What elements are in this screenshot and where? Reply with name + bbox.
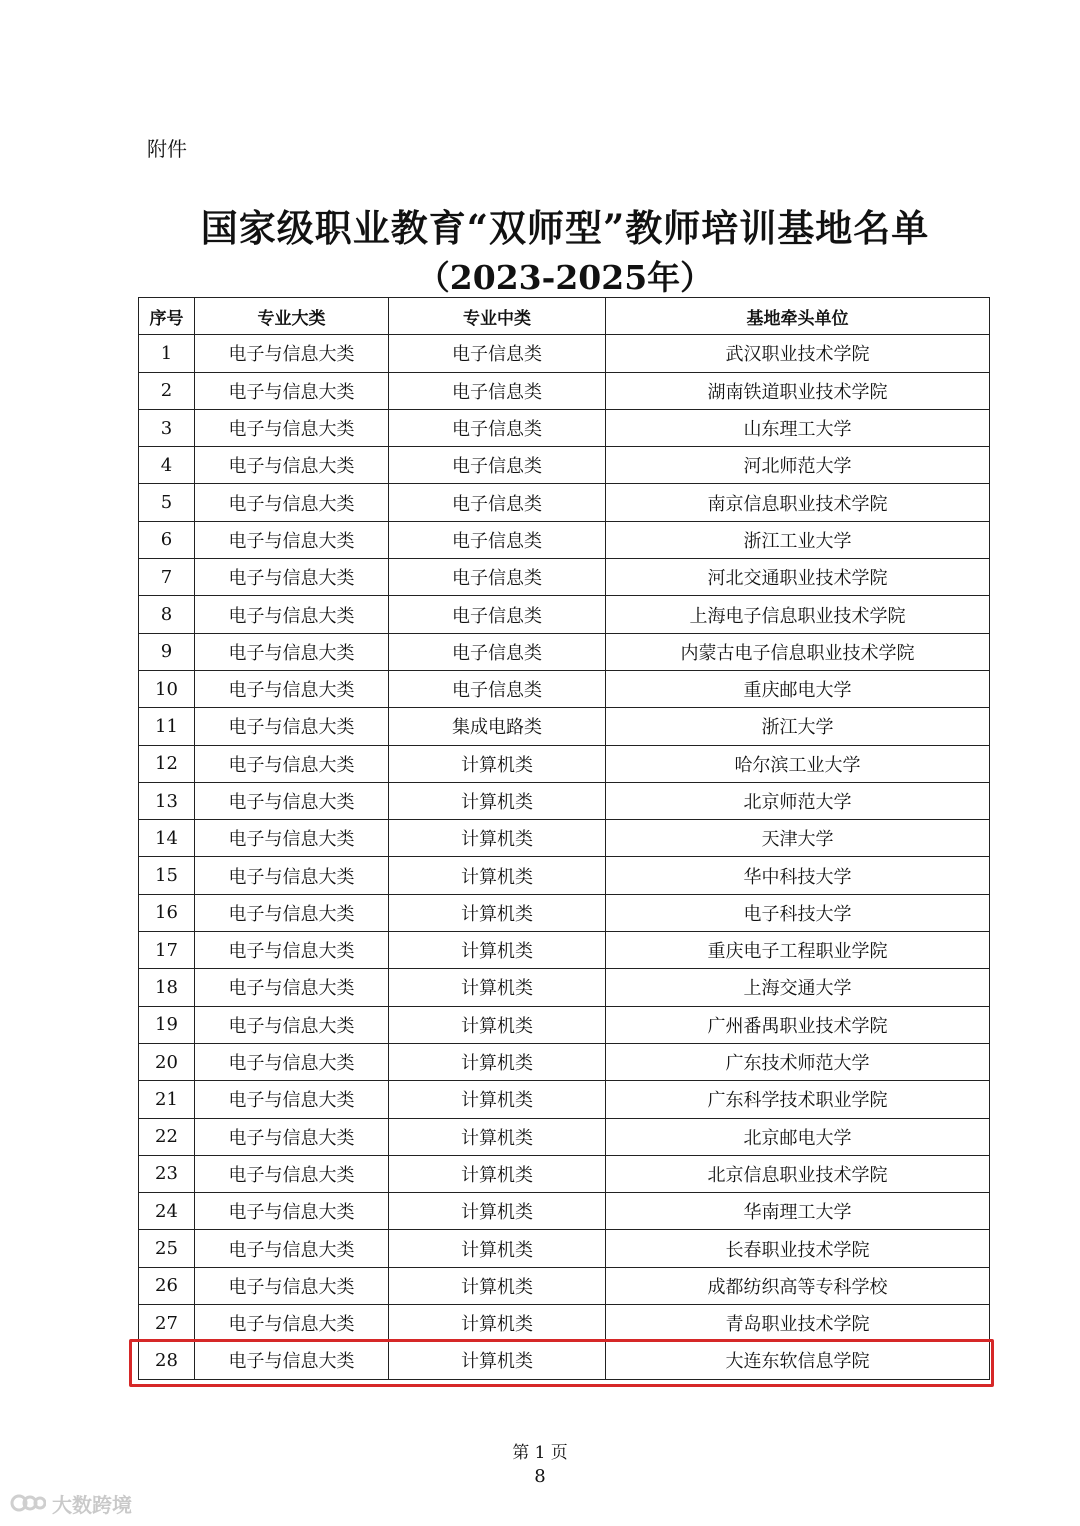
table-row [139,1230,990,1267]
row-index-cell: 17 [139,932,195,969]
major-category-cell: 电子与信息大类 [195,1081,389,1118]
column-header-sub-category: 专业中类 [389,298,606,335]
table-row [139,745,990,782]
row-index-cell: 2 [139,372,195,409]
lead-unit-cell: 浙江工业大学 [606,521,990,558]
lead-unit-cell: 电子科技大学 [606,894,990,931]
sub-category-cell: 计算机类 [389,1155,606,1192]
major-category-cell: 电子与信息大类 [195,1118,389,1155]
sub-category-cell: 计算机类 [389,745,606,782]
sub-category-cell: 电子信息类 [389,335,606,372]
lead-unit-cell: 上海电子信息职业技术学院 [606,596,990,633]
sub-category-cell: 计算机类 [389,857,606,894]
table-row [139,894,990,931]
major-category-cell: 电子与信息大类 [195,1043,389,1080]
lead-unit-cell: 重庆邮电大学 [606,670,990,707]
lead-unit-cell: 上海交通大学 [606,969,990,1006]
row-index-cell: 3 [139,409,195,446]
lead-unit-cell: 青岛职业技术学院 [606,1305,990,1342]
sub-category-cell: 计算机类 [389,1006,606,1043]
major-category-cell: 电子与信息大类 [195,894,389,931]
major-category-cell: 电子与信息大类 [195,559,389,596]
major-category-cell: 电子与信息大类 [195,1230,389,1267]
sub-category-cell: 电子信息类 [389,596,606,633]
sub-category-cell: 计算机类 [389,1043,606,1080]
lead-unit-cell: 广东科学技术职业学院 [606,1081,990,1118]
lead-unit-cell: 大连东软信息学院 [606,1342,990,1379]
table-row [139,559,990,596]
training-base-table [138,297,990,1380]
row-index-cell: 16 [139,894,195,931]
lead-unit-cell: 哈尔滨工业大学 [606,745,990,782]
major-category-cell: 电子与信息大类 [195,782,389,819]
column-header-lead-unit: 基地牵头单位 [606,298,990,335]
row-index-cell: 24 [139,1193,195,1230]
sub-category-cell: 计算机类 [389,932,606,969]
lead-unit-cell: 武汉职业技术学院 [606,335,990,372]
lead-unit-cell: 北京邮电大学 [606,1118,990,1155]
sub-category-cell: 计算机类 [389,1193,606,1230]
sub-category-cell: 计算机类 [389,1267,606,1304]
sub-category-cell: 计算机类 [389,1342,606,1379]
major-category-cell: 电子与信息大类 [195,596,389,633]
table-body [139,335,990,1379]
table-row [139,708,990,745]
row-index-cell: 18 [139,969,195,1006]
major-category-cell: 电子与信息大类 [195,1193,389,1230]
lead-unit-cell: 华南理工大学 [606,1193,990,1230]
major-category-cell: 电子与信息大类 [195,1006,389,1043]
table-row [139,409,990,446]
lead-unit-cell: 成都纺织高等专科学校 [606,1267,990,1304]
sub-category-cell: 电子信息类 [389,372,606,409]
sub-category-cell: 电子信息类 [389,521,606,558]
row-index-cell: 26 [139,1267,195,1304]
lead-unit-cell: 广东技术师范大学 [606,1043,990,1080]
row-index-cell: 14 [139,820,195,857]
sub-category-cell: 计算机类 [389,820,606,857]
row-index-cell: 4 [139,447,195,484]
row-index-cell: 1 [139,335,195,372]
watermark [10,1488,132,1518]
row-index-cell: 7 [139,559,195,596]
lead-unit-cell: 北京师范大学 [606,782,990,819]
lead-unit-cell: 南京信息职业技术学院 [606,484,990,521]
sub-category-cell: 计算机类 [389,969,606,1006]
major-category-cell: 电子与信息大类 [195,670,389,707]
row-index-cell: 19 [139,1006,195,1043]
page-number: 8 [534,1466,546,1487]
lead-unit-cell: 浙江大学 [606,708,990,745]
row-index-cell: 27 [139,1305,195,1342]
lead-unit-cell: 重庆电子工程职业学院 [606,932,990,969]
table-row [139,857,990,894]
table-row [139,1006,990,1043]
watermark-text: 大数跨境 [52,1492,132,1517]
page-label: 第 1 页 [512,1443,568,1463]
row-index-cell: 8 [139,596,195,633]
row-index-cell: 12 [139,745,195,782]
table-row [139,1267,990,1304]
lead-unit-cell: 天津大学 [606,820,990,857]
sub-category-cell: 电子信息类 [389,559,606,596]
lead-unit-cell: 广州番禺职业技术学院 [606,1006,990,1043]
row-index-cell: 10 [139,670,195,707]
sub-category-cell: 电子信息类 [389,484,606,521]
sub-category-cell: 电子信息类 [389,670,606,707]
row-index-cell: 13 [139,782,195,819]
column-header-major-category: 专业大类 [195,298,389,335]
table-row [139,1193,990,1230]
sub-category-cell: 计算机类 [389,894,606,931]
document-title: 国家级职业教育“双师型”教师培训基地名单 [200,206,930,250]
major-category-cell: 电子与信息大类 [195,1305,389,1342]
table-row [139,670,990,707]
row-index-cell: 28 [139,1342,195,1379]
table-row [139,932,990,969]
table-row [139,447,990,484]
lead-unit-cell: 山东理工大学 [606,409,990,446]
lead-unit-cell: 河北交通职业技术学院 [606,559,990,596]
table-row [139,633,990,670]
row-index-cell: 21 [139,1081,195,1118]
major-category-cell: 电子与信息大类 [195,1267,389,1304]
major-category-cell: 电子与信息大类 [195,447,389,484]
major-category-cell: 电子与信息大类 [195,820,389,857]
brand-logo-icon [10,1488,46,1518]
table-row [139,969,990,1006]
major-category-cell: 电子与信息大类 [195,633,389,670]
table-row [139,1155,990,1192]
row-index-cell: 25 [139,1230,195,1267]
major-category-cell: 电子与信息大类 [195,708,389,745]
table-header-row [139,298,990,335]
row-index-cell: 15 [139,857,195,894]
sub-category-cell: 电子信息类 [389,447,606,484]
table-row [139,484,990,521]
sub-category-cell: 电子信息类 [389,633,606,670]
highlight-box [129,1339,994,1387]
major-category-cell: 电子与信息大类 [195,969,389,1006]
lead-unit-cell: 华中科技大学 [606,857,990,894]
major-category-cell: 电子与信息大类 [195,335,389,372]
row-index-cell: 9 [139,633,195,670]
table-row [139,1118,990,1155]
row-index-cell: 20 [139,1043,195,1080]
attachment-label: 附件 [147,137,187,161]
table-row [139,372,990,409]
major-category-cell: 电子与信息大类 [195,932,389,969]
table-row [139,1081,990,1118]
table-row [139,335,990,372]
lead-unit-cell: 河北师范大学 [606,447,990,484]
sub-category-cell: 电子信息类 [389,409,606,446]
column-header-index: 序号 [139,298,195,335]
major-category-cell: 电子与信息大类 [195,521,389,558]
table-row [139,1305,990,1342]
row-index-cell: 11 [139,708,195,745]
sub-category-cell: 计算机类 [389,782,606,819]
row-index-cell: 22 [139,1118,195,1155]
sub-category-cell: 计算机类 [389,1230,606,1267]
sub-category-cell: 计算机类 [389,1118,606,1155]
table-row [139,521,990,558]
lead-unit-cell: 内蒙古电子信息职业技术学院 [606,633,990,670]
table-row [139,820,990,857]
lead-unit-cell: 北京信息职业技术学院 [606,1155,990,1192]
lead-unit-cell: 湖南铁道职业技术学院 [606,372,990,409]
row-index-cell: 23 [139,1155,195,1192]
document-subtitle: （2023-2025年） [416,258,714,297]
major-category-cell: 电子与信息大类 [195,484,389,521]
major-category-cell: 电子与信息大类 [195,745,389,782]
sub-category-cell: 计算机类 [389,1305,606,1342]
major-category-cell: 电子与信息大类 [195,1342,389,1379]
major-category-cell: 电子与信息大类 [195,409,389,446]
major-category-cell: 电子与信息大类 [195,857,389,894]
row-index-cell: 6 [139,521,195,558]
sub-category-cell: 计算机类 [389,1081,606,1118]
major-category-cell: 电子与信息大类 [195,372,389,409]
lead-unit-cell: 长春职业技术学院 [606,1230,990,1267]
table-row [139,596,990,633]
sub-category-cell: 集成电路类 [389,708,606,745]
table-row [139,782,990,819]
major-category-cell: 电子与信息大类 [195,1155,389,1192]
row-index-cell: 5 [139,484,195,521]
table-row [139,1043,990,1080]
